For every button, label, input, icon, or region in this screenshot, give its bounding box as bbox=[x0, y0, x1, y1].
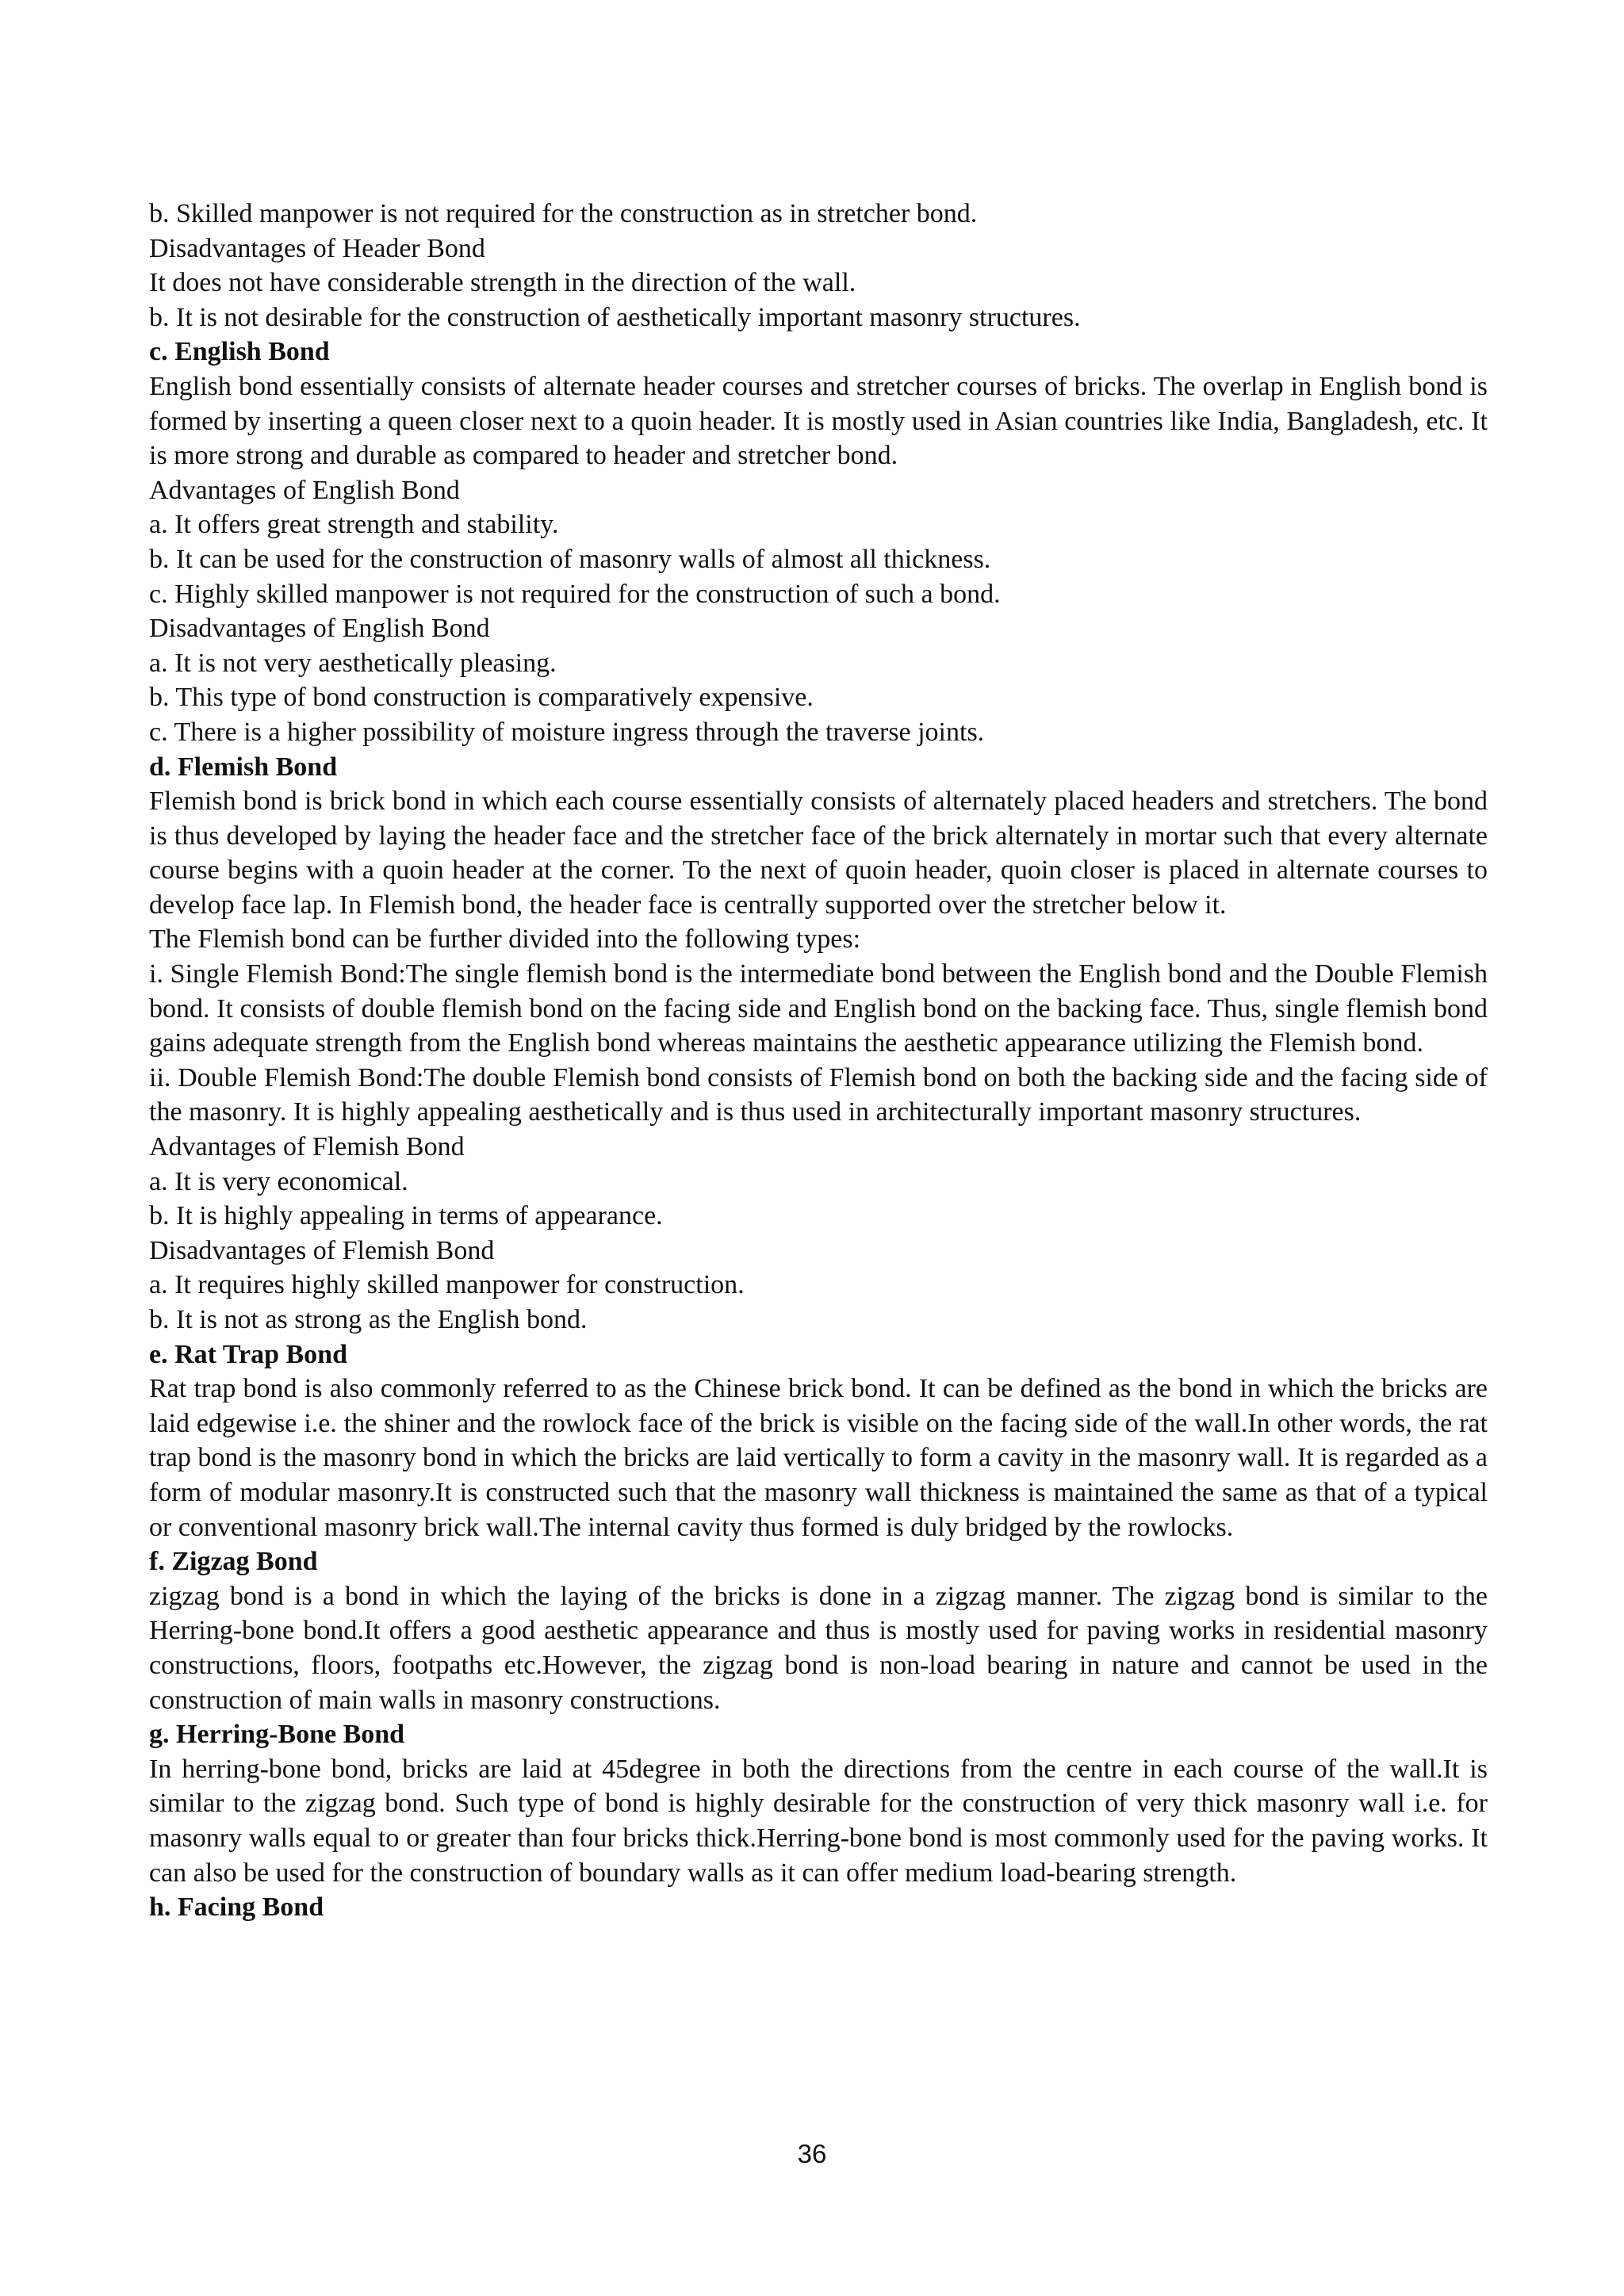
list-item: c. Highly skilled manpower is not required for the construction of such a bond. bbox=[149, 579, 1001, 609]
text-line: b. It is not desirable for the construction of aesthetically important masonry structures. bbox=[149, 302, 1081, 332]
paragraph-zigzag-bond: zigzag bond is a bond in which the laying of the bricks is done in a zigzag manner. The zigzag bond is similar to the Herring-bone bond.It offers a good aesthetic appearance and thus is mostly used for paving works in residential masonry constructions, floors, footpaths etc.However, the zigzag bond is non-load bearing in nature and cannot be used in the construction of main walls in masonry constructions. bbox=[149, 1581, 1488, 1715]
section-heading-facing-bond: h. Facing Bond bbox=[149, 1892, 324, 1923]
paragraph-english-bond: English bond essentially consists of alternate header courses and stretcher courses of bricks. The overlap in English bond is formed by inserting a queen closer next to a quoin header. It is mostly used in Asian countries like India, Bangladesh, etc. It is more strong and durable as compared to header and stretcher bond. bbox=[149, 371, 1488, 471]
text-line: b. Skilled manpower is not required for the construction as in stretcher bond. bbox=[149, 199, 978, 228]
subheading-disadvantages-flemish: Disadvantages of Flemish Bond bbox=[149, 1235, 495, 1265]
list-item: b. It is highly appealing in terms of appearance. bbox=[149, 1201, 663, 1231]
list-item: a. It offers great strength and stability. bbox=[149, 510, 559, 540]
document-page bbox=[149, 197, 1488, 1925]
subheading-advantages-flemish: Advantages of Flemish Bond bbox=[149, 1132, 465, 1162]
list-item: b. It is not as strong as the English bond. bbox=[149, 1305, 588, 1334]
list-item: a. It is not very aesthetically pleasing. bbox=[149, 648, 557, 678]
list-item: b. It can be used for the construction of masonry walls of almost all thickness. bbox=[149, 544, 991, 574]
subheading-advantages-english: Advantages of English Bond bbox=[149, 475, 460, 505]
page-number: 36 bbox=[797, 2139, 827, 2168]
paragraph-single-flemish: i. Single Flemish Bond:The single flemish bond is the intermediate bond between the English bond and the Double Flemish bond. It consists of double flemish bond on the facing side and English bond on the backing face. Thus, single flemish bond gains adequate strength from the English bond whereas maintains the aesthetic appearance utilizing the Flemish bond. bbox=[149, 959, 1488, 1058]
section-heading-flemish-bond: d. Flemish Bond bbox=[149, 752, 338, 782]
section-heading-zigzag-bond: f. Zigzag Bond bbox=[149, 1547, 318, 1577]
section-heading-english-bond: c. English Bond bbox=[149, 337, 330, 367]
list-item: c. There is a higher possibility of moisture ingress through the traverse joints. bbox=[149, 717, 985, 747]
paragraph-herring-bone-bond: In herring-bone bond, bricks are laid at 45degree in both the directions from the centre in each course of the wall.It is similar to the zigzag bond. Such type of bond is highly desirable for the construction of very thick masonry wall i.e. for masonry walls equal to or greater than four bricks thick.Herring-bone bond is most commonly used for the paving works. It can also be used for the construction of boundary walls as it can offer medium load-bearing strength. bbox=[149, 1754, 1488, 1888]
paragraph-rat-trap-bond: Rat trap bond is also commonly referred to as the Chinese brick bond. It can be defined as the bond in which the bricks are laid edgewise i.e. the shiner and the rowlock face of the brick is visible on the facing side of the wall.In other words, the rat trap bond is the masonry bond in which the bricks are laid vertically to form a cavity in the masonry wall. It is regarded as a form of modular masonry.It is constructed such that the masonry wall thickness is maintained the same as that of a typical or conventional masonry brick wall.The internal cavity thus formed is duly bridged by the rowlocks. bbox=[149, 1374, 1488, 1542]
paragraph-flemish-types-intro: The Flemish bond can be further divided into the following types: bbox=[149, 924, 861, 955]
list-item: a. It requires highly skilled manpower for construction. bbox=[149, 1270, 745, 1300]
section-heading-rat-trap-bond: e. Rat Trap Bond bbox=[149, 1339, 348, 1369]
list-item: a. It is very economical. bbox=[149, 1166, 408, 1196]
subheading-disadvantages-english: Disadvantages of English Bond bbox=[149, 614, 490, 644]
paragraph-flemish-bond: Flemish bond is brick bond in which each course essentially consists of alternately placed headers and stretchers. The bond is thus developed by laying the header face and the stretcher face of the brick alternately in mortar such that every alternate course begins with a quoin header at the corner. To the next of quoin header, quoin closer is placed in alternate courses to develop face lap. In Flemish bond, the header face is centrally supported over the stretcher below it. bbox=[149, 786, 1488, 920]
section-heading-herring-bone-bond: g. Herring-Bone Bond bbox=[149, 1720, 405, 1750]
text-line: Disadvantages of Header Bond bbox=[149, 233, 485, 263]
text-line: It does not have considerable strength in the direction of the wall. bbox=[149, 268, 856, 298]
paragraph-double-flemish: ii. Double Flemish Bond:The double Flemish bond consists of Flemish bond on both the backing side and the facing side of the masonry. It is highly appealing aesthetically and is thus used in architecturally important masonry structures. bbox=[149, 1062, 1488, 1127]
list-item: b. This type of bond construction is comparatively expensive. bbox=[149, 683, 814, 713]
